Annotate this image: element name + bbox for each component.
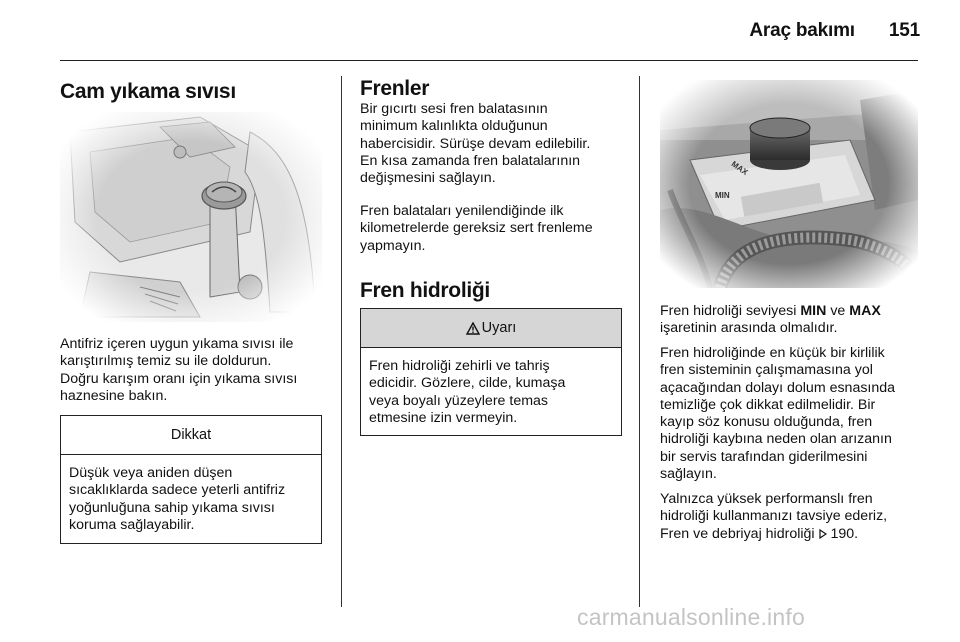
text-line: Fren ve debriyaj hidroliği <box>660 525 815 542</box>
text-line: temizliğe çok dikkat edilmelidir. Bir <box>660 396 876 413</box>
washer-fluid-heading: Cam yıkama sıvısı <box>60 80 236 103</box>
page-reference-number: 190. <box>830 525 859 542</box>
text-line: fren sisteminin çalışmamasına yol <box>660 362 873 379</box>
fluid-level-paragraph <box>660 303 922 338</box>
notice-line: koruma sağlayabilir. <box>69 516 195 533</box>
notice-line: Düşük veya aniden düşen <box>69 465 233 481</box>
page-reference-arrow-icon <box>819 529 827 539</box>
watermark: carmanualsonline.info <box>577 604 805 630</box>
warning-line: veya boyalı yüzeylere temas <box>369 392 549 409</box>
text-line: kilometrelerde gereksiz sert frenleme <box>360 220 593 237</box>
text-line: Doğru karışım oranı için yıkama sıvısı <box>60 370 298 387</box>
max-mark: MAX <box>849 303 881 319</box>
page-number: 151 <box>888 20 920 41</box>
notice-line: yoğunluğuna sahip yıkama sıvısı <box>69 499 275 516</box>
text-line: Antifriz içeren uygun yıkama sıvısı ile <box>60 336 294 352</box>
notice-title: Dikkat <box>61 416 321 455</box>
brakes-heading: Frenler <box>360 77 430 100</box>
warning-title-wrap <box>466 320 517 336</box>
notice-body <box>61 455 321 544</box>
text-line: minimum kalınlıkta olduğunun <box>360 118 548 135</box>
warning-line: edicidir. Gözlere, cilde, kumaşa <box>369 375 566 392</box>
washer-fluid-text <box>60 336 330 405</box>
text-segment: Fren hidroliği seviyesi <box>660 303 801 319</box>
section-title: Araç bakımı <box>749 20 855 41</box>
text-line: sağlayın. <box>660 466 717 483</box>
text-line: Fren hidroliğinde en küçük bir kirlilik <box>660 345 885 361</box>
text-line: bir servis tarafından giderilmesini <box>660 448 868 465</box>
min-mark: MIN <box>800 303 827 319</box>
header-rule <box>60 60 918 61</box>
text-line: değişmesini sağlayın. <box>360 170 496 187</box>
column-divider-right <box>639 76 640 607</box>
brake-fluid-heading: Fren hidroliği <box>360 279 490 302</box>
text-segment: ve <box>826 303 850 319</box>
text-line: haznesine bakın. <box>60 387 168 404</box>
warning-box <box>360 308 622 436</box>
brake-fluid-reservoir-photo <box>660 80 918 288</box>
text-line: Bir gıcırtı sesi fren balatasının <box>360 101 548 117</box>
text-line: kayıp söz konusu olduğunda, fren <box>660 414 873 431</box>
engine-bay-drawing <box>60 112 322 322</box>
brakes-paragraph-2 <box>360 203 632 255</box>
text-line: yapmayın. <box>360 237 426 254</box>
page-header <box>749 20 920 42</box>
text-line: karıştırılmış temiz su ile doldurun. <box>60 353 272 370</box>
warning-body <box>361 348 621 437</box>
text-line: Fren balataları yenilendiğinde ilk <box>360 203 564 219</box>
brakes-paragraph-1 <box>360 101 628 187</box>
text-line: açacağından dolayı dolum esnasında <box>660 379 896 396</box>
notice-line: sıcaklıklarda sadece yeterli antifriz <box>69 482 286 499</box>
text-line: hidroliği kaybına neden olan arızanın <box>660 431 892 448</box>
contamination-paragraph <box>660 345 928 483</box>
column-divider-left <box>341 76 342 607</box>
brake-reservoir-drawing <box>660 80 918 288</box>
notice-box <box>60 415 322 544</box>
warning-triangle-icon <box>466 322 480 335</box>
text-line: En kısa zamanda fren balatalarının <box>360 152 581 169</box>
washer-fluid-illustration <box>60 112 322 322</box>
text-line: habercisidir. Sürüşe devam edilebilir. <box>360 135 591 152</box>
text-line: Yalnızca yüksek performanslı fren <box>660 491 873 507</box>
recommendation-paragraph <box>660 491 928 543</box>
warning-title: Uyarı <box>481 320 517 336</box>
warning-header <box>361 309 621 348</box>
page-reference-link[interactable] <box>819 526 859 542</box>
text-line: hidroliği kullanmanızı tavsiye ederiz, <box>660 508 888 525</box>
warning-line: Fren hidroliği zehirli ve tahriş <box>369 358 550 374</box>
text-line: işaretinin arasında olmalıdır. <box>660 320 838 337</box>
warning-line: etmesine izin vermeyin. <box>369 409 518 426</box>
